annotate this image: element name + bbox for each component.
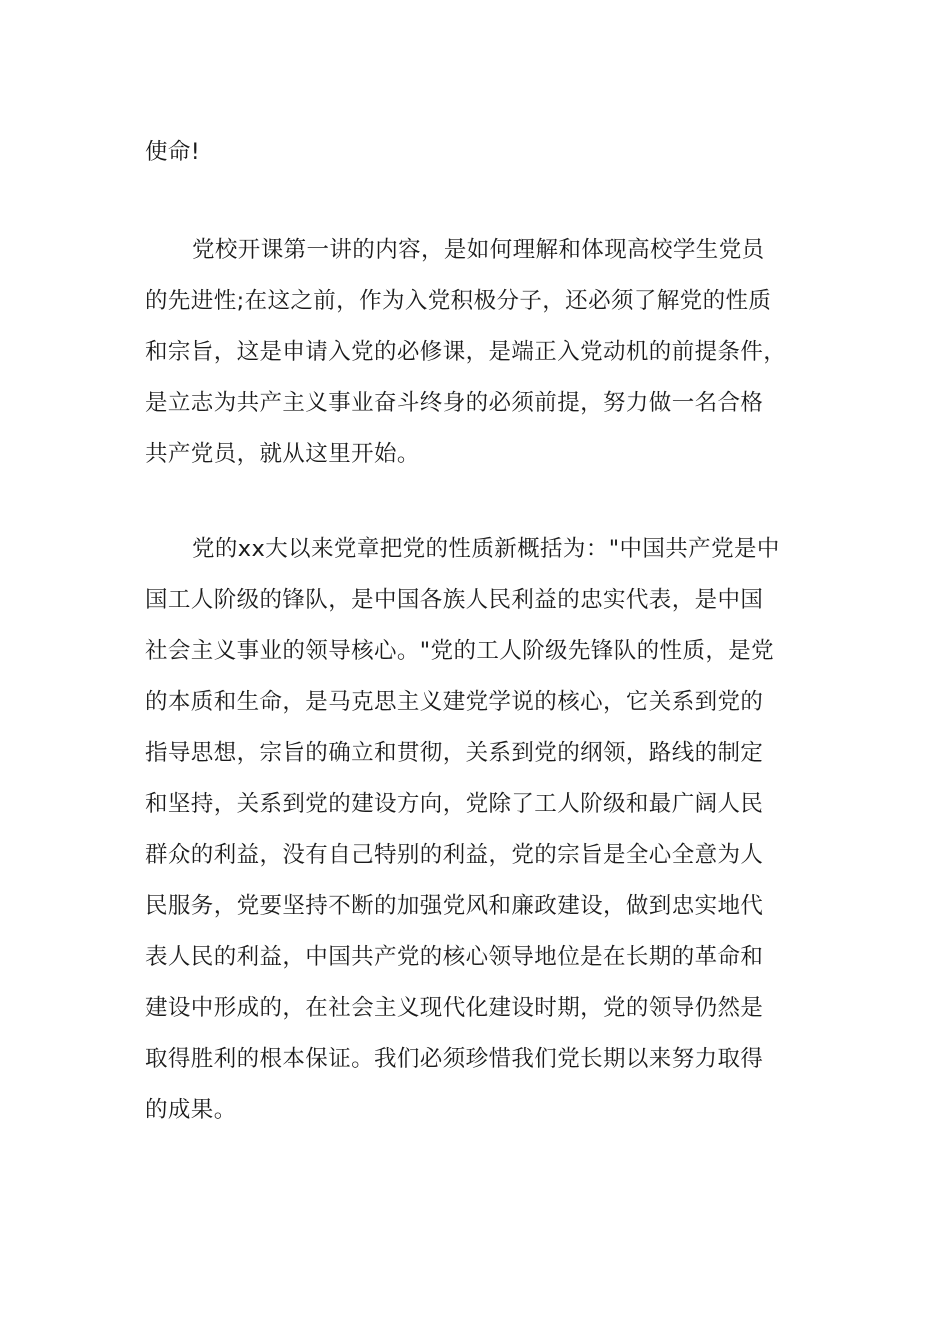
text-line: 民服务，党要坚持不断的加强党风和廉政建设，做到忠实地代 (145, 893, 764, 919)
text-line: 指导思想，宗旨的确立和贯彻，关系到党的纲领，路线的制定 (145, 740, 764, 766)
text-line: 党的xx大以来党章把党的性质新概括为："中国共产党是中 (192, 536, 780, 562)
text-line: 的本质和生命，是马克思主义建党学说的核心，它关系到党的 (145, 689, 764, 715)
text-line: 使命! (145, 139, 201, 165)
text-line: 和坚持，关系到党的建设方向，党除了工人阶级和最广阔人民 (145, 791, 764, 817)
paragraph-continuation (145, 127, 815, 178)
text-line: 表人民的利益，中国共产党的核心领导地位是在长期的革命和 (145, 944, 764, 970)
text-line: 国工人阶级的锋队，是中国各族人民利益的忠实代表，是中国 (145, 587, 764, 613)
text-line: 取得胜利的根本保证。我们必须珍惜我们党长期以来努力取得 (145, 1046, 764, 1072)
text-line: 共产党员，就从这里开始。 (145, 441, 420, 467)
text-line: 的成果。 (145, 1097, 237, 1123)
paragraph-party-school-lecture (145, 225, 815, 480)
paragraph-party-nature (145, 524, 815, 1136)
text-line: 社会主义事业的领导核心。"党的工人阶级先锋队的性质，是党 (145, 638, 775, 664)
text-line: 党校开课第一讲的内容，是如何理解和体现高校学生党员 (192, 237, 765, 263)
text-line: 建设中形成的，在社会主义现代化建设时期，党的领导仍然是 (145, 995, 764, 1021)
text-line: 群众的利益，没有自己特别的利益，党的宗旨是全心全意为人 (145, 842, 764, 868)
text-line: 和宗旨，这是申请入党的必修课，是端正入党动机的前提条件， (145, 339, 787, 365)
text-line: 的先进性;在这之前，作为入党积极分子，还必须了解党的性质 (145, 288, 772, 314)
text-line: 是立志为共产主义事业奋斗终身的必须前提，努力做一名合格 (145, 390, 764, 416)
